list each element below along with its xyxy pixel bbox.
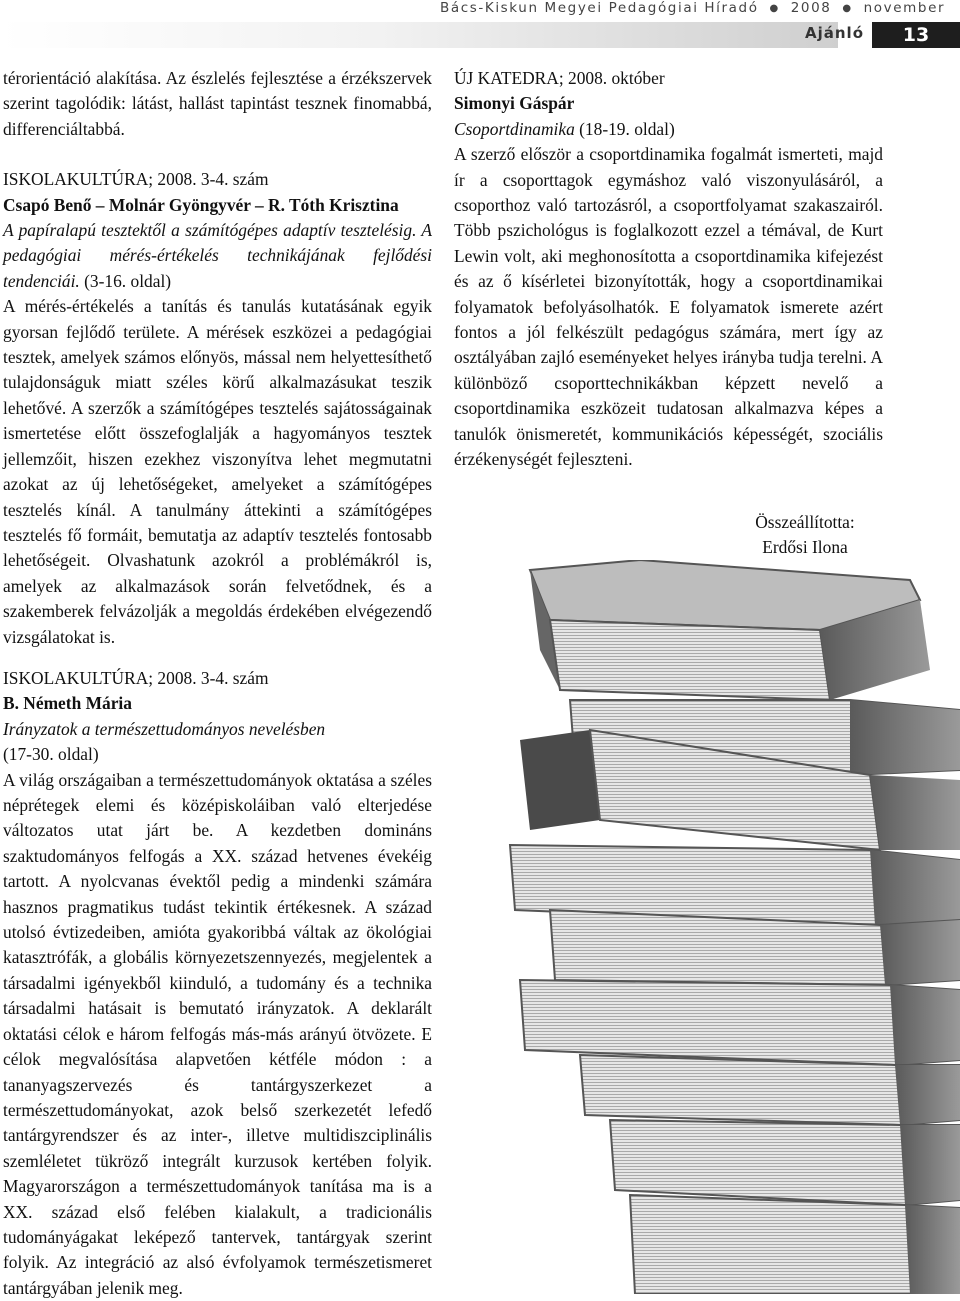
book-9 — [630, 1195, 960, 1294]
intro-paragraph: térorientáció alakítása. Az észlelés fejlesztése a érzékszervek szerint tagolódik: látást, hallást tapintást tesznek finomabbá, differenciáltabbá. — [3, 68, 432, 139]
article-pages: (18-19. oldal) — [579, 118, 675, 139]
journal-title: Bács-Kiskun Megyei Pedagógiai Híradó — [440, 0, 759, 16]
compiler-credit — [730, 510, 880, 560]
article-authors: B. Németh Mária — [3, 693, 132, 714]
page-number: 13 — [872, 22, 960, 48]
article-title: Csoportdinamika — [454, 118, 575, 139]
article-source: ISKOLAKULTÚRA; 2008. 3-4. szám — [3, 668, 269, 688]
credit-label: Összeállította: — [755, 512, 855, 532]
article-authors: Csapó Benő – Molnár Gyöngyvér – R. Tóth Krisztina — [3, 194, 399, 215]
book-8 — [610, 1120, 960, 1205]
separator-dot-icon: ● — [769, 3, 780, 14]
article-body: A világ országaiban a természettudományok oktatása a széles néprétegek elemi és középiskoláiban való elterjedése változatos utat járt be. A kezdetben domináns szaktudományos felfogás a XX. század hetvenes évekéig tartott. A nyolcvanas évektől pedig a mindenki számára hasznos pragmatikus tudást tekintik értékesnek. A század utolsó évtizedeiben, amióta gyakoribbá váltak az ökológiai katasztrófák, a globális környezetszennyezés, megjelentek a társadalmi igényekből kiinduló, a tudomány és a technika társadalmi hatásait is bemutató irányzatok. A deklarált oktatási célok e három felfogás más-más arányú ötvözete. E célok megvalósítása alapvetően kétféle módon : a tananyagszervezés és tantárgyszerkezet a természettudományokat, azok belső szerkezetét lefedő tantárgyrendszer és az inter-, illetve multidiszciplinális szemléletet tükröző integrált kurzusok kertében folyik. Magyarországon a természettudományok tanítása ma is a XX. század első felében kialakult, a tradicionális tudományágakat leképező tantervek, tantárgyak szerint folyik. Az integráció az alsó évfolyamok természetismeret tantárgyában jelenik meg. — [3, 769, 432, 1298]
separator-dot-icon: ● — [842, 3, 853, 14]
article-source: ÚJ KATEDRA; 2008. október — [454, 68, 665, 88]
section-label: Ajánló — [805, 24, 864, 42]
article-authors: Simonyi Gáspár — [454, 93, 575, 114]
book-6 — [520, 980, 960, 1065]
section-bar — [0, 22, 960, 48]
article-title: A papíralapú tesztektől a számítógépes adaptív tesztelésig. A pedagógiai mérés-értékelés technikájának fejlődési tendenciái. — [3, 220, 432, 291]
article-body: A mérés-értékelés a tanítás és tanulás kutatásának egyik gyorsan fejlődő területe. A mérések eszközei a pedagógiai tesztek, amelyek számos előnyös, mással nem helyettesíthető tulajdonságuk miatt széles körű alkalmazásukat teszik lehetővé. A szerzők a számítógépes tesztelés sajátosságainak ismertetése előtt összefoglalják a hagyományos tesztek jellemzőit, hiszen ezekhez viszonyítva lehet megmutatni azokat az új lehetőségeket, amelyeket a számítógépes tesztelés kínál. A tanulmány áttekinti a számítógépes tesztelés fő formáit, bemutatja az adaptív tesztelés fontosabb lehetőségeit. Olvashatunk azokról a problémákról is, amelyek az alkalmazások során felvetődnek, és a szakemberek felvázolják a megoldás érdekében elvégezendő vizsgálatokat is. — [3, 296, 432, 647]
article-pages: (3-16. oldal) — [84, 270, 172, 291]
issue-year: 2008 — [790, 0, 832, 16]
left-column — [3, 66, 432, 650]
stacked-books-icon — [490, 560, 960, 1294]
left-column-lower — [3, 666, 432, 1301]
running-header — [440, 0, 946, 18]
book-1 — [530, 560, 930, 700]
article-title: Irányzatok a természettudományos nevelésben — [3, 718, 326, 739]
section-gradient — [0, 22, 838, 48]
article-pages: (17-30. oldal) — [3, 744, 99, 765]
article-body: A szerző először a csoportdinamika fogalmát ismerteti, majd ír a csoporttagok egymáshoz való viszonyulásáról, a csoporthoz való tartozásról, a csoportfolyamat szakaszairól. Több pszichológus is foglalkozott ezzel a témával, de Kurt Lewin volt, aki meghonosította a csoportdinamika kifejezést és az ő kísérletei bizonyították, hogy a csoportdinamikai folyamatok befolyásolhatók. E folyamatok ismerete azért fontos a jól felkészült pedagógus számára, mert így az osztályában zajló eseményeket helyes irányba tudja terelni. A különböző csoporttechnikákban képzett nevelő a csoportdinamika eszközeit tudatosan alkalmazva képes a tanulók önismeretét, kommunikációs képességét, szociális érzékenységét fejleszteni. — [454, 144, 883, 470]
issue-month: november — [863, 0, 946, 16]
right-column — [454, 66, 883, 473]
article-source: ISKOLAKULTÚRA; 2008. 3-4. szám — [3, 169, 269, 190]
credit-name: Erdősi Ilona — [762, 537, 848, 557]
book-7 — [580, 1055, 960, 1125]
